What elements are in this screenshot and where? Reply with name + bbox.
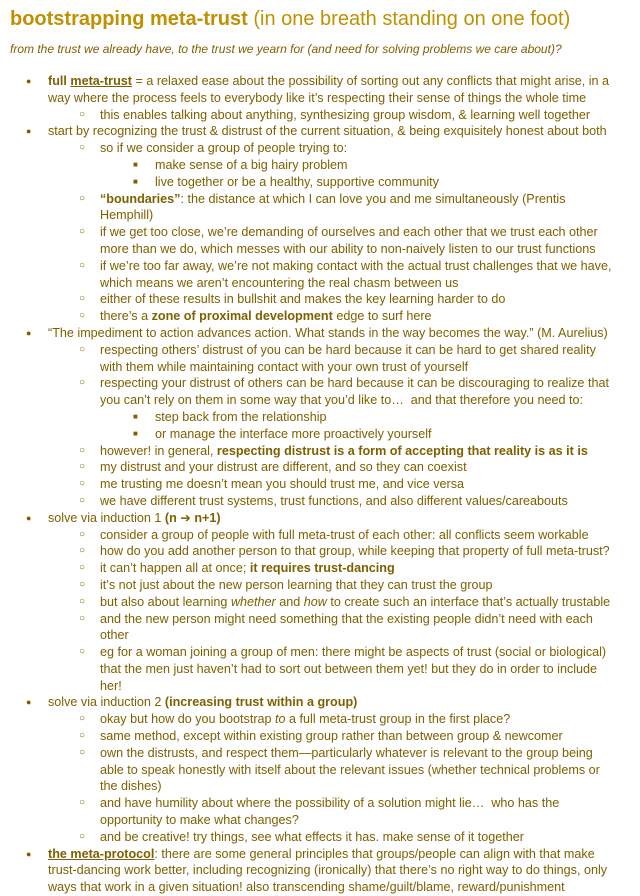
bullet-marker: ○ <box>79 192 86 204</box>
bullet-marker: ○ <box>79 478 86 490</box>
text-run: a full meta-trust group in the first place? <box>285 712 511 727</box>
list-item-text <box>48 74 609 105</box>
text-run: and <box>275 594 304 609</box>
list-item <box>10 174 618 191</box>
list-item-text <box>100 477 464 491</box>
text-run: we have different trust systems, trust functions, and also different values/careabouts <box>100 493 568 508</box>
bullet-marker: ○ <box>79 562 86 574</box>
list-item <box>10 107 618 124</box>
list-item-text <box>48 511 221 525</box>
list-item-text <box>100 292 505 306</box>
list-item-text <box>100 444 588 458</box>
list-item <box>10 123 618 140</box>
list-item-text <box>48 124 607 138</box>
text-run: there’s a <box>100 309 152 324</box>
list-item <box>10 140 618 157</box>
bullet-marker: ○ <box>79 293 86 305</box>
text-run: this enables talking about anything, synthesizing group wisdom, & learning well together <box>100 107 591 122</box>
text-run: it can’t happen all at once; <box>100 561 250 576</box>
bullet-marker: ● <box>26 848 32 859</box>
list-item-text <box>155 175 439 189</box>
list-item <box>10 426 618 443</box>
list-item-text <box>100 528 589 542</box>
text-run: eg for a woman joining a group of men: there might be aspects of trust (social or biological) that the men just haven’t had to sort out between them yet! but they do in order to include her! <box>100 645 607 693</box>
list-item-text <box>100 192 566 223</box>
list-item-text <box>100 225 598 256</box>
text-run: how <box>303 594 327 609</box>
list-item <box>10 443 618 460</box>
text-run: (increasing trust within a group) <box>164 695 358 710</box>
text-run: step back from the relationship <box>155 409 327 424</box>
list-item <box>10 577 618 594</box>
text-run: “boundaries” <box>100 191 181 206</box>
bullet-marker: ● <box>26 76 32 86</box>
list-item-text <box>100 612 593 643</box>
list-item-text <box>100 746 600 794</box>
text-run: and the new person might need something that the existing people didn’t need with each other <box>100 611 593 643</box>
bullet-marker: ■ <box>133 411 138 421</box>
list-item <box>10 73 618 107</box>
bullet-marker: ○ <box>79 830 86 842</box>
bullet-marker: ● <box>26 512 32 523</box>
text-run: it’s not just about the new person learning that they can trust the group <box>100 577 493 592</box>
list-item <box>10 476 618 493</box>
list-item-text <box>100 796 559 827</box>
list-item-text <box>100 460 467 474</box>
list-item-text <box>155 427 432 441</box>
text-run: solve via induction 1 <box>48 510 165 525</box>
text-run: respecting your distrust of others can be hard because it can be discouraging to realize that you can’t rely on them in some way that you’d like to… and that therefore you need to: <box>100 376 609 408</box>
list-item-text <box>100 561 395 575</box>
list-item <box>10 694 618 711</box>
list-item <box>10 611 618 645</box>
bullet-marker: ○ <box>79 730 86 742</box>
text-run: live together or be a healthy, supportive community <box>155 174 439 189</box>
bullet-marker: ● <box>26 126 32 137</box>
list-item <box>10 291 618 308</box>
list-item <box>10 157 618 174</box>
text-run: same method, except within existing group rather than between group & newcomer <box>100 729 563 744</box>
list-item-text <box>100 729 563 743</box>
list-item-text <box>48 695 357 709</box>
bullet-marker: ○ <box>79 746 86 758</box>
page-title-main: bootstrapping meta-trust <box>10 8 248 30</box>
text-run: okay but how do you bootstrap <box>100 712 276 727</box>
list-item <box>10 342 618 376</box>
list-item <box>10 493 618 510</box>
bullet-marker: ■ <box>133 176 138 186</box>
inline-link[interactable]: meta-trust <box>70 74 132 88</box>
bullet-marker: ○ <box>79 226 86 238</box>
list-item <box>10 258 618 292</box>
bullet-marker: ○ <box>79 108 86 120</box>
bullet-marker: ○ <box>79 494 86 506</box>
text-run: and be creative! try things, see what effects it has. make sense of it together <box>100 829 524 844</box>
text-run: “The impediment to action advances action. What stands in the way becomes the way.” (M. Aurelius) <box>48 325 608 340</box>
list-item <box>10 728 618 745</box>
list-item-text <box>100 141 347 155</box>
bullet-marker: ○ <box>79 310 86 322</box>
list-item <box>10 325 618 342</box>
list-item-text <box>100 259 611 290</box>
text-run: my distrust and your distrust are different, and so they can coexist <box>100 460 467 475</box>
bullet-marker: ○ <box>79 444 86 456</box>
page-subtitle: from the trust we already have, to the trust we yearn for (and need for solving problems we care about)? <box>10 42 562 56</box>
list-item-text <box>100 309 432 323</box>
page-title <box>10 6 618 32</box>
list-item <box>10 829 618 846</box>
bullet-marker: ○ <box>79 343 86 355</box>
text-run: how do you add another person to that group, while keeping that property of full meta-trust? <box>100 544 610 559</box>
text-run: start by recognizing the trust & distrust of the current situation, & being exquisitely honest about both <box>48 124 607 139</box>
list-item <box>10 846 618 896</box>
text-run: to create such an interface that’s actually trustable <box>326 594 611 609</box>
text-run: respecting distrust is a form of accepting that reality is as it is <box>216 443 588 458</box>
bullet-marker: ○ <box>79 377 86 389</box>
list-item-text <box>100 645 606 693</box>
list-item-text <box>100 595 610 609</box>
text-run: to <box>275 712 286 727</box>
list-item <box>10 560 618 577</box>
bullet-marker: ● <box>26 697 32 708</box>
bullet-marker: ○ <box>79 797 86 809</box>
list-item-text <box>100 343 596 374</box>
text-run: and have humility about where the possibility of a solution might lie… who has the opportunity to make what changes? <box>100 796 560 828</box>
text-run: so if we consider a group of people trying to: <box>100 141 348 156</box>
bullet-marker: ■ <box>133 159 138 169</box>
text-run: either of these results in bullshit and makes the key learning harder to do <box>100 292 506 307</box>
text-run: : the distance at which I can love you and me simultaneously (Prentis Hemphill) <box>100 191 566 223</box>
list-item <box>10 459 618 476</box>
text-run: respecting others’ distrust of you can be hard because it can be hard to get shared reality with them while maintaining contact with your own trust of yourself <box>100 342 596 374</box>
list-item-text <box>100 712 510 726</box>
text-run: make sense of a big hairy problem <box>155 157 348 172</box>
bullet-marker: ○ <box>79 578 86 590</box>
text-run: whether <box>230 594 276 609</box>
list-item <box>10 644 618 694</box>
list-item <box>10 543 618 560</box>
list-item <box>10 191 618 225</box>
list-item <box>10 527 618 544</box>
bullet-marker: ● <box>26 327 32 338</box>
bullet-marker: ○ <box>79 142 86 154</box>
text-run: full <box>48 74 71 88</box>
text-run: but also about learning <box>100 594 231 609</box>
list-item-text <box>48 847 607 895</box>
list-item <box>10 409 618 426</box>
text-run: edge to surf here <box>332 309 432 324</box>
page-title-paren: (in one breath standing on one foot) <box>247 8 571 30</box>
text-run: if we get too close, we’re demanding of ourselves and each other that we trust each other more than we do, which messes with our ability to non-naively listen to our trust functions <box>100 225 598 256</box>
text-run: own the distrusts, and respect them—particularly whatever is relevant to the group being able to speak honestly with itself about the relevant issues (whether technical problems or the dishes) <box>100 745 600 794</box>
list-item <box>10 711 618 728</box>
text-run: zone of proximal development <box>151 309 333 324</box>
text-run: or manage the interface more proactively yourself <box>155 426 432 441</box>
text-run: if we’re too far away, we’re not making contact with the actual trust challenges that we have, which means we aren’t encountering the real chasm between us <box>100 258 612 290</box>
list-item-text <box>155 410 327 424</box>
bullet-marker: ○ <box>79 528 86 540</box>
text-run: (n ➔ n+1) <box>164 510 221 525</box>
list-item-text <box>100 376 609 407</box>
bullet-marker: ■ <box>133 428 138 438</box>
list-item-text <box>48 326 608 340</box>
text-run: : there are some general principles that groups/people can align with that make trust-dancing work better, including recognizing (ironically) that there’s no right way to do things, only ways that work in a given situation! also transcending shame/guilt/blame, reward/punishment <box>48 846 608 895</box>
text-run: me trusting me doesn’t mean you should trust me, and vice versa <box>100 477 464 492</box>
bullet-marker: ○ <box>79 259 86 271</box>
bullet-marker: ○ <box>79 646 86 658</box>
list-item-text <box>100 494 568 508</box>
list-item <box>10 375 618 409</box>
list-item-text <box>100 108 590 122</box>
list-item-text <box>100 544 610 558</box>
text-run: however! in general, <box>100 443 217 458</box>
list-item <box>10 594 618 611</box>
bullet-marker: ○ <box>79 545 86 557</box>
list-item <box>10 224 618 258</box>
list-item-text <box>100 830 524 844</box>
list-item-text <box>155 158 348 172</box>
bullet-marker: ○ <box>79 612 86 624</box>
list-item <box>10 745 618 795</box>
text-run: = a relaxed ease about the possibility of sorting out any conflicts that might arise, in a way where the process feels to everybody like it’s respecting their sense of things the whole time <box>48 74 610 105</box>
list-item <box>10 795 618 829</box>
bullet-list <box>10 73 618 896</box>
text-run: solve via induction 2 <box>48 695 165 710</box>
inline-link[interactable]: the meta-protocol <box>48 846 155 861</box>
bullet-marker: ○ <box>79 713 86 725</box>
list-item <box>10 510 618 527</box>
text-run: it requires trust-dancing <box>249 561 395 576</box>
bullet-marker: ○ <box>79 595 86 607</box>
list-item-text <box>100 578 493 592</box>
text-run: consider a group of people with full meta-trust of each other: all conflicts seem workable <box>100 527 589 542</box>
list-item <box>10 308 618 325</box>
bullet-marker: ○ <box>79 461 86 473</box>
